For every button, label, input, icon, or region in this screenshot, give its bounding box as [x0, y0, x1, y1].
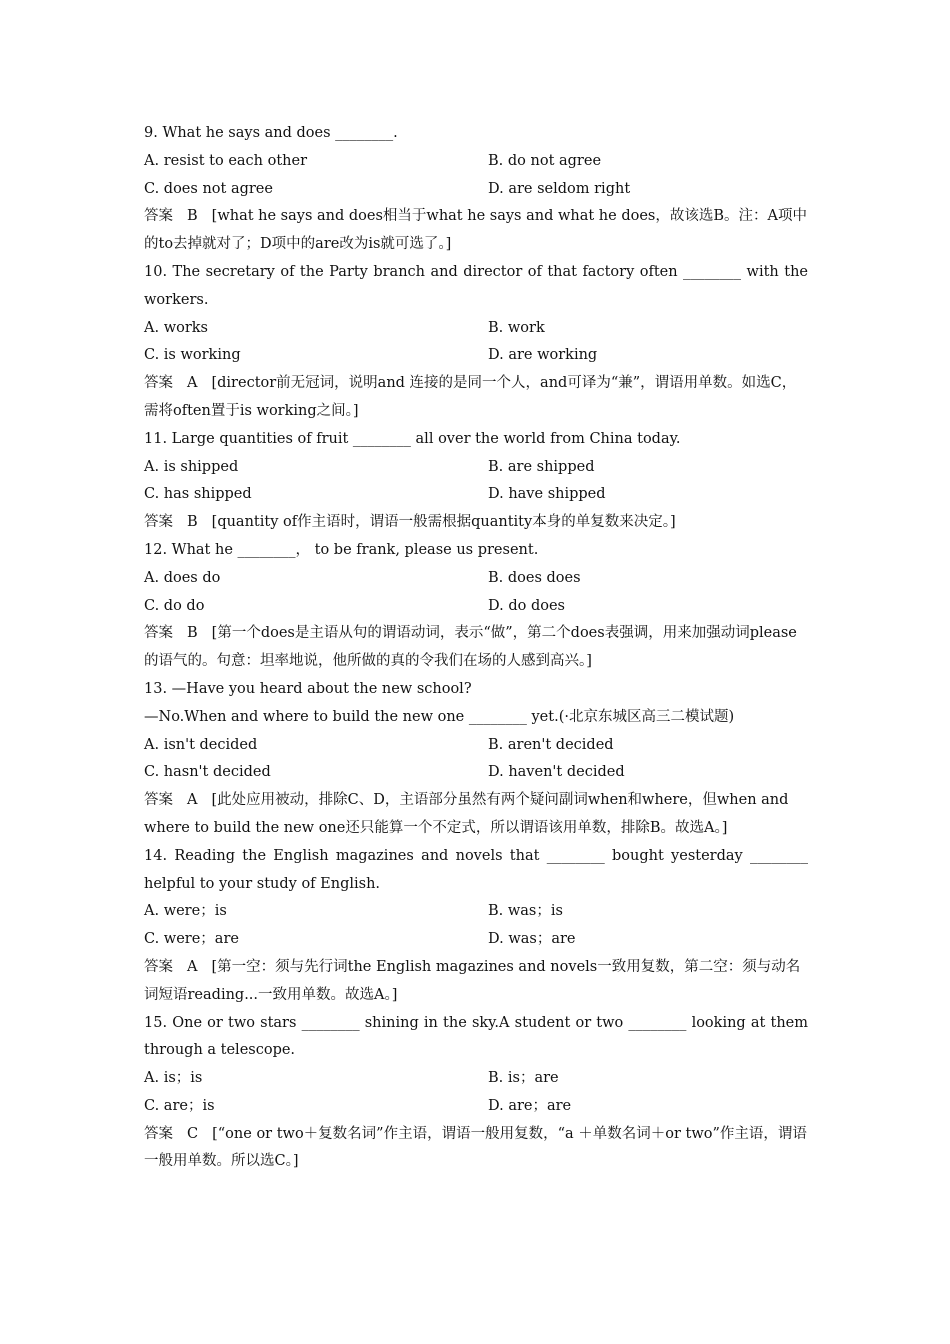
question-15	[144, 1010, 808, 1177]
options-row	[144, 481, 808, 509]
option-a: A. is shipped	[144, 458, 239, 475]
question-stem: 13. —Have you heard about the new school?	[144, 680, 472, 697]
explanation-text: [quantity of作主语时，谓语一般需根据quantity本身的单复数来决定。]	[211, 514, 676, 531]
explanation-text: [此处应用被动，排除C、D，主语部分虽然有两个疑问副词when和where，但when and where to build the new one还只能算一个不定式，所以谓语该用单数，排除B。故选A。]	[144, 792, 789, 836]
explanation-text: [“one or two＋复数名词”作主语，谓语一般用复数，“a ＋单数名词＋or two”作主语，谓语一般用单数。所以选C。]	[144, 1125, 807, 1170]
options-row	[144, 732, 808, 760]
answer-label: 答案	[144, 625, 173, 642]
options-row	[144, 148, 808, 176]
options-row	[144, 759, 808, 787]
option-b: B. does does	[488, 569, 581, 586]
question-13	[144, 676, 808, 843]
explanation-text: [what he says and does相当于what he says and what he does，故该选B。注：A项中的to去掉就对了；D项中的are改为is就可选了。]	[144, 208, 807, 253]
options-row	[144, 342, 808, 370]
option-b: B. are shipped	[488, 458, 595, 475]
answer-explanation	[144, 620, 808, 676]
option-c: C. does not agree	[144, 180, 273, 197]
answer-label: 答案	[144, 514, 173, 531]
options-row	[144, 176, 808, 204]
option-b: B. is；are	[488, 1070, 559, 1087]
option-c: C. hasn't decided	[144, 764, 271, 781]
option-d: D. do does	[488, 597, 565, 614]
explanation-text: [director前无冠词，说明and 连接的是同一个人，and可译为“兼”，谓语用单数。如选C，需将often置于is working之间。]	[144, 375, 797, 419]
option-a: A. is；is	[144, 1070, 203, 1087]
options-row	[144, 315, 808, 343]
option-c: C. has shipped	[144, 486, 252, 503]
option-a: A. were；is	[144, 903, 227, 920]
answer-label: 答案	[144, 208, 173, 225]
answer-explanation	[144, 370, 808, 426]
option-d: D. are；are	[488, 1097, 572, 1114]
answer-key: A	[187, 792, 198, 809]
question-stem: 9. What he says and does ________.	[144, 125, 398, 141]
question-11	[144, 426, 808, 537]
option-d: D. haven't decided	[488, 764, 625, 781]
options-row	[144, 898, 808, 926]
question-stem: 14. Reading the English magazines and novels that ________ bought yesterday ________ helpful to your study of English.	[144, 847, 808, 892]
options-row	[144, 926, 808, 954]
options-row	[144, 1065, 808, 1093]
explanation-text: [第一个does是主语从句的谓语动词，表示“做”，第二个does表强调，用来加强动词please的语气的。句意：坦率地说，他所做的真的令我们在场的人感到高兴。]	[144, 625, 797, 670]
options-row	[144, 1093, 808, 1121]
options-row	[144, 565, 808, 593]
option-a: A. does do	[144, 569, 221, 586]
answer-explanation	[144, 787, 808, 843]
options-row	[144, 593, 808, 621]
option-d: D. are seldom right	[488, 180, 631, 197]
answer-key: A	[187, 375, 198, 392]
answer-label: 答案	[144, 958, 173, 975]
question-10	[144, 259, 808, 426]
question-stem: 11. Large quantities of fruit ________ all over the world from China today.	[144, 430, 681, 447]
option-a: A. works	[144, 319, 208, 336]
question-14	[144, 843, 808, 1010]
answer-label: 答案	[144, 792, 173, 809]
question-stem-reply: —No.When and where to build the new one ________ yet.(·北京东城区高三二模试题)	[144, 708, 735, 725]
answer-explanation	[144, 509, 808, 537]
option-b: B. aren't decided	[488, 736, 614, 753]
answer-key: B	[187, 514, 198, 531]
option-b: B. work	[488, 319, 545, 336]
answer-key: C	[187, 1125, 199, 1142]
option-a: A. resist to each other	[144, 152, 308, 169]
answer-key: B	[187, 625, 198, 642]
option-c: C. are；is	[144, 1097, 215, 1114]
question-stem: 12. What he ________， to be frank, please us present.	[144, 541, 539, 558]
question-12	[144, 537, 808, 676]
option-d: D. was；are	[488, 931, 576, 948]
options-row	[144, 454, 808, 482]
document-page	[144, 120, 808, 1176]
question-stem: 15. One or two stars ________ shining in the sky.A student or two ________ looking at them through a telescope.	[144, 1014, 808, 1059]
option-c: C. do do	[144, 597, 205, 614]
answer-label: 答案	[144, 1125, 173, 1142]
option-b: B. do not agree	[488, 152, 602, 169]
answer-key: A	[187, 958, 198, 975]
option-b: B. was；is	[488, 903, 563, 920]
option-d: D. have shipped	[488, 486, 606, 503]
option-a: A. isn't decided	[144, 736, 258, 753]
explanation-text: [第一空：须与先行词the English magazines and novels一致用复数，第二空：须与动名词短语reading...一致用单数。故选A。]	[144, 958, 801, 1003]
question-stem: 10. The secretary of the Party branch and director of that factory often ________ with the workers.	[144, 263, 808, 308]
answer-label: 答案	[144, 375, 173, 392]
option-c: C. is working	[144, 347, 241, 364]
answer-explanation	[144, 954, 808, 1010]
option-c: C. were；are	[144, 931, 239, 948]
answer-explanation	[144, 203, 808, 259]
question-9	[144, 120, 808, 259]
answer-key: B	[187, 208, 198, 225]
option-d: D. are working	[488, 347, 598, 364]
answer-explanation	[144, 1121, 808, 1177]
